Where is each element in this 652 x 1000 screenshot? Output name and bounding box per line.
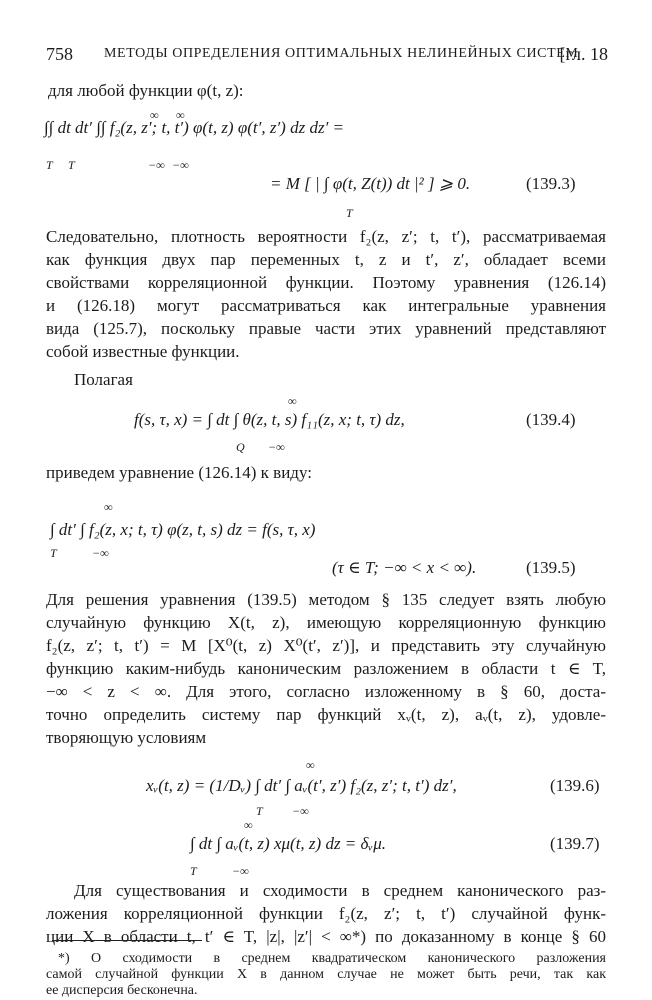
- limit-upper: ∞: [104, 500, 113, 514]
- limit-T: T: [190, 864, 197, 878]
- text-line: вида (125.7), поскольку правые части этих уравнений представляют: [46, 319, 606, 338]
- footnote-line: самой случайной функции X в данном случае не может быть речи, так как: [46, 967, 606, 982]
- limit-T: T: [256, 804, 263, 818]
- equation-number-139-5: (139.5): [526, 558, 576, 577]
- limit-upper: ∞: [288, 394, 297, 408]
- page-number: 758: [46, 44, 73, 64]
- equation-139-3-line2: = M [ | ∫ φ(t, Z(t)) dt |² ] ⩾ 0.: [270, 174, 471, 193]
- text-line: точно определить систему пар функций xᵥ(t, z), aᵥ(t, z), удовле-: [46, 705, 606, 724]
- limit-lower: −∞: [232, 864, 249, 878]
- text-line: свойствами корреляционной функции. Поэтому уравнения (126.14): [46, 273, 606, 292]
- text-line: ложения корреляционной функции f₂(z, z′; t, t′) случайной функ-: [46, 904, 606, 923]
- footnote-line: *) О сходимости в среднем квадратическом канонического разложения: [58, 951, 606, 966]
- running-header: [44, 44, 612, 68]
- limit-lower: −∞: [268, 440, 285, 454]
- limit-T: T: [346, 206, 353, 220]
- limit-upper: ∞: [306, 758, 315, 772]
- lead-text-139-5: приведем уравнение (126.14) к виду:: [46, 463, 312, 482]
- footnote-line: ее дисперсия бесконечна.: [46, 983, 198, 998]
- text-line: Следовательно, плотность вероятности f₂(z, z′; t, t′), рассматриваемая: [46, 227, 606, 246]
- equation-139-5-line2: (τ ∈ T; −∞ < x < ∞).: [332, 558, 477, 577]
- limit-T: T: [46, 158, 53, 172]
- text-line: творяющую условиям: [46, 728, 207, 747]
- equation-number-139-4: (139.4): [526, 410, 576, 429]
- equation-139-3-line1: ∫∫ dt dt′ ∫∫ f₂(z, z′; t, t′) φ(t, z) φ(t′, z′) dz dz′ =: [44, 118, 345, 137]
- text-line: как функция двух пар переменных t, z и t′, z′, обладает всеми: [46, 250, 606, 269]
- limit-lower: −∞: [172, 158, 189, 172]
- equation-139-5-line1: ∫ dt′ ∫ f₂(z, x; t, τ) φ(z, t, s) dz = f(s, τ, x): [50, 520, 316, 539]
- intro-line: для любой функции φ(t, z):: [48, 81, 244, 100]
- limit-upper: ∞: [244, 818, 253, 832]
- text-line: ции X в области t, t′ ∈ T, |z|, |z′| < ∞*) по доказанному в конце § 60: [46, 927, 606, 946]
- chapter-label: [гл. 18: [559, 44, 608, 64]
- text-line: собой известные функции.: [46, 342, 240, 361]
- limit-lower: −∞: [92, 546, 109, 560]
- equation-number-139-3: (139.3): [526, 174, 576, 193]
- equation-number-139-7: (139.7): [550, 834, 600, 853]
- equation-139-7: ∫ dt ∫ aᵥ(t, z) xμ(t, z) dz = δᵥμ.: [190, 834, 386, 853]
- limit-Q: Q: [236, 440, 245, 454]
- running-title: МЕТОДЫ ОПРЕДЕЛЕНИЯ ОПТИМАЛЬНЫХ НЕЛИНЕЙНЫХ СИСТЕМ: [104, 46, 579, 61]
- text-line: Для существования и сходимости в среднем канонического раз-: [74, 881, 606, 900]
- limit-lower: −∞: [292, 804, 309, 818]
- text-line: и (126.18) могут рассматриваться как интегральные уравнения: [46, 296, 606, 315]
- text-line: Для решения уравнения (139.5) методом § 135 следует взять любую: [46, 590, 606, 609]
- text-line: функцию каким-нибудь каноническим разложением в области t ∈ T,: [46, 659, 606, 678]
- equation-139-4: f(s, τ, x) = ∫ dt ∫ θ(z, t, s) f₁₁(z, x; t, τ) dz,: [134, 410, 405, 429]
- footnote-rule: [52, 940, 202, 941]
- limit-upper: ∞: [176, 108, 185, 122]
- polagaya-text: Полагая: [74, 370, 133, 389]
- equation-number-139-6: (139.6): [550, 776, 600, 795]
- limit-T: T: [50, 546, 57, 560]
- text-line: случайную функцию X(t, z), имеющую корреляционную функцию: [46, 613, 606, 632]
- limit-upper: ∞: [150, 108, 159, 122]
- equation-139-6: xᵥ(t, z) = (1/Dᵥ) ∫ dt′ ∫ aᵥ(t′, z′) f₂(z, z′; t, t′) dz′,: [146, 776, 457, 795]
- text-line: −∞ < z < ∞. Для этого, согласно изложенному в § 60, доста-: [46, 682, 606, 701]
- text-line: f₂(z, z′; t, t′) = M [X⁰(t, z) X⁰(t′, z′)], и представить эту случайную: [46, 636, 606, 655]
- limit-T: T: [68, 158, 75, 172]
- limit-lower: −∞: [148, 158, 165, 172]
